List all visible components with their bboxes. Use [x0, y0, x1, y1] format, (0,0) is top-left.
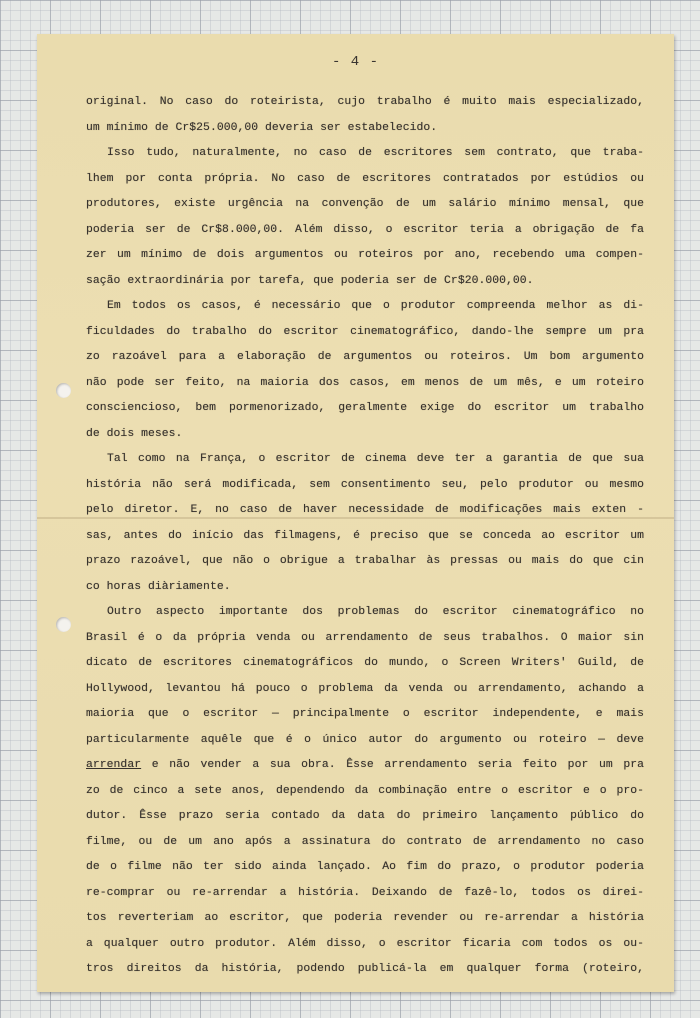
text-line: filme, ou de um ano após a assinatura do contrato de arrendamento no caso [86, 835, 644, 848]
text-line: história não será modificada, sem consentimento seu, pelo produtor ou mesmo [86, 478, 644, 491]
text-line: particularmente aquêle que é o único autor do argumento ou roteiro — deve [86, 733, 644, 746]
text-line: prazo razoável, que não o obrigue a trabalhar às pressas ou mais do que cin [86, 555, 644, 567]
typed-page [37, 34, 674, 992]
text-line: original. No caso do roteirista, cujo trabalho é muito mais especializado, [86, 96, 644, 108]
text-line: dicato de escritores cinematográficos do mundo, o Screen Writers' Guild, de [86, 657, 644, 669]
text-line: zo de cinco a sete anos, dependendo da combinação entre o escritor e o pro- [86, 784, 644, 797]
page-number: - 4 - [331, 54, 379, 70]
text-line: Hollywood, levantou há pouco o problema da venda ou arrendamento, achando a [86, 682, 644, 695]
text-line: re-comprar ou re-arrendar a história. Deixando de fazê-lo, todos os direi- [86, 886, 644, 899]
text-line: de o filme não ter sido ainda lançado. Ao fim do prazo, o produtor poderia [86, 861, 644, 873]
text-line: Em todos os casos, é necessário que o produtor compreenda melhor as di- [107, 300, 644, 312]
text-line: zo razoável para a elaboração de argumentos ou roteiros. Um bom argumento [86, 351, 644, 363]
text-line: não pode ser feito, na maioria dos casos, em menos de um mês, e um roteiro [86, 376, 644, 389]
text-line: tros direitos da história, podendo publicá-la em qualquer forma (roteiro, [86, 963, 644, 975]
text-line: co horas diàriamente. [86, 580, 231, 593]
text-line: dutor. Êsse prazo seria contado da data do primeiro lançamento público do [86, 810, 644, 822]
text-line: Isso tudo, naturalmente, no caso de escritores sem contrato, que traba- [107, 147, 644, 159]
text-line: arrendar e não vender a sua obra. Êsse arrendamento seria feito por um pra [86, 759, 644, 771]
text-line: Outro aspecto importante dos problemas do escritor cinematográfico no [107, 606, 644, 618]
text-line: pelo diretor. E, no caso de haver necessidade de modificações mais exten - [86, 504, 644, 516]
text-line: ficuldades do trabalho do escritor cinematográfico, dando-lhe sempre um pra [86, 325, 644, 338]
text-line: Brasil é o da própria venda ou arrendamento de seus trabalhos. O maior sin [86, 631, 644, 644]
text-line: um mínimo de Cr$25.000,00 deveria ser estabelecido. [86, 121, 438, 134]
text-line: Tal como na França, o escritor de cinema deve ter a garantia de que sua [107, 453, 644, 465]
text-line: sação extraordinária por tarefa, que poderia ser de Cr$20.000,00. [86, 274, 534, 287]
text-line: poderia ser de Cr$8.000,00. Além disso, o escritor teria a obrigação de fa [86, 223, 644, 236]
text-line: de dois meses. [86, 427, 183, 440]
punch-hole-bottom [56, 617, 71, 632]
text-line: consciencioso, bem pormenorizado, geralmente exige do escritor um trabalho [86, 402, 644, 414]
text-line: produtores, existe urgência na convenção de um salário mínimo mensal, que [86, 198, 644, 210]
punch-hole-top [56, 383, 71, 398]
underlined-word: arrendar [86, 759, 142, 771]
text-line: a qualquer outro produtor. Além disso, o escritor ficaria com todos os ou- [86, 937, 644, 950]
text-line: tos reverteriam ao escritor, que poderia revender ou re-arrendar a história [86, 912, 644, 924]
text-line: lhem por conta própria. No caso de escritores contratados por estúdios ou [86, 172, 644, 185]
body-text [86, 90, 644, 983]
text-line: sas, antes do início das filmagens, é preciso que se conceda ao escritor um [86, 529, 644, 542]
text-line: maioria que o escritor — principalmente o escritor independente, e mais [86, 708, 644, 720]
text-line: zer um mínimo de dois argumentos ou roteiros por ano, recebendo uma compen- [86, 249, 644, 261]
